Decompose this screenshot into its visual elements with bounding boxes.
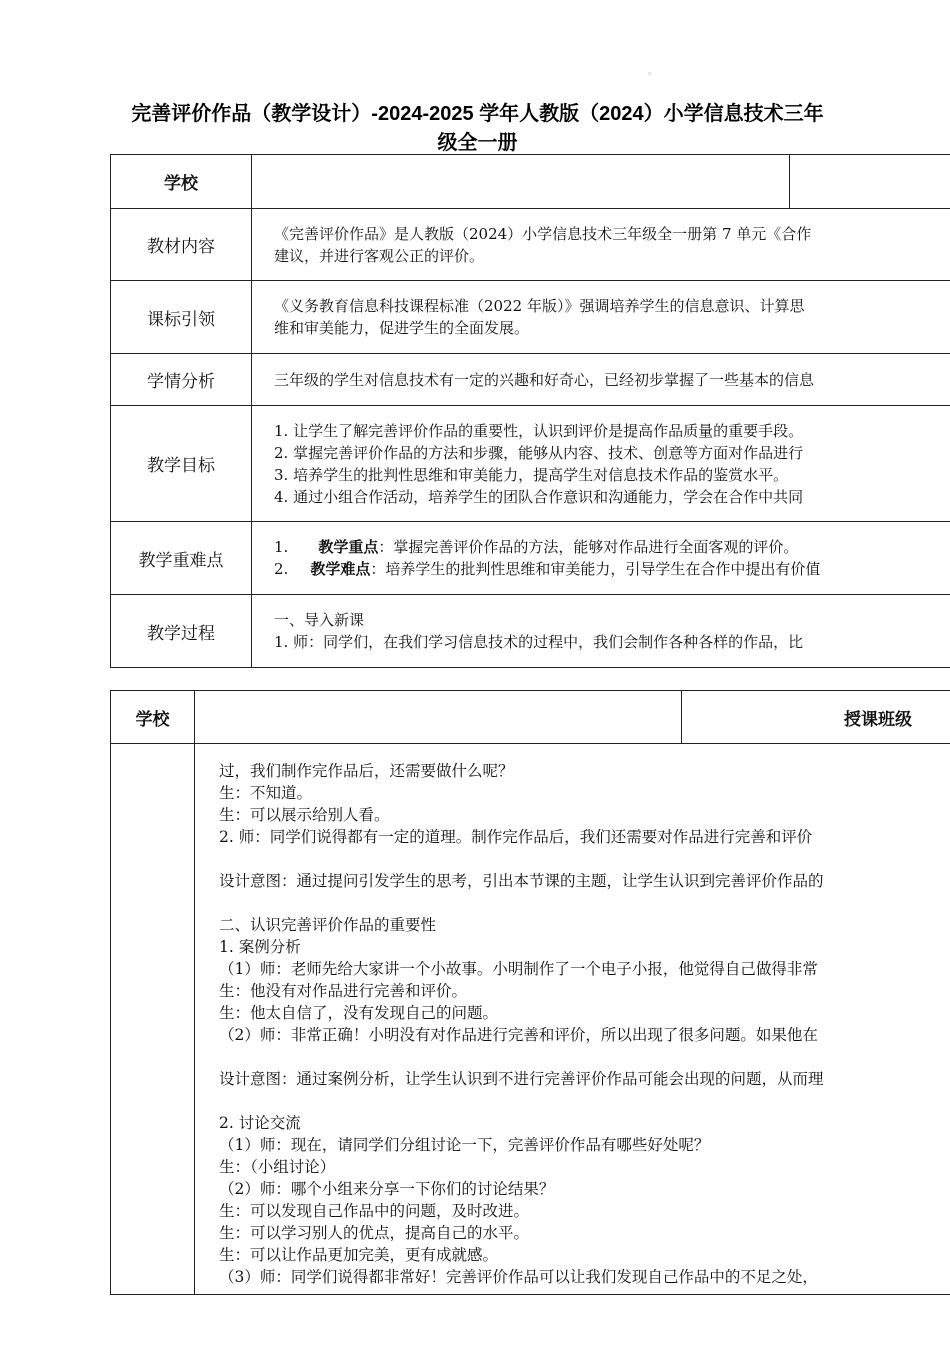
goals-list (274, 420, 950, 508)
text-line: 二、认识完善评价作品的重要性 (219, 916, 437, 934)
lesson-process-table (110, 690, 950, 1295)
text-line: 1. 师：同学们，在我们学习信息技术的过程中，我们会制作各种各样的作品，比 (274, 633, 804, 651)
class-cell (682, 691, 950, 744)
textbook-content (252, 209, 950, 281)
text-line: （3）师：同学们说得都非常好！完善评价作品可以让我们发现自己作品中的不足之处， (219, 1268, 818, 1286)
text-line: 一、导入新课 (274, 611, 365, 629)
text-line: 生：可以发现自己作品中的问题，及时改进。 (219, 1202, 530, 1220)
document-title (90, 100, 865, 158)
goal-item: 3. 培养学生的批判性思维和审美能力，提高学生对信息技术作品的鉴赏水平。 (274, 465, 789, 484)
text-span: 2. (274, 560, 289, 578)
text-line: 《完善评价作品》是人教版（2024）小学信息技术三年级全一册第 7 单元《合作 (274, 224, 812, 243)
process-continued-row (111, 744, 950, 1295)
text-line: 设计意图：通过案例分析，让学生认识到不进行完善评价作品可能会出现的问题，从而理 (219, 1070, 824, 1088)
analysis-content (252, 354, 950, 406)
text-line: （2）师：非常正确！小明没有对作品进行完善和评价，所以出现了很多问题。如果他在 (219, 1026, 818, 1044)
process-label: 教学过程 (111, 595, 252, 668)
text-line: （2）师：哪个小组来分享一下你们的讨论结果？ (219, 1180, 555, 1198)
goal-item: 2. 掌握完善评价作品的方法和步骤，能够从内容、技术、创意等方面对作品进行 (274, 443, 804, 462)
goals-row (111, 406, 950, 522)
header-mark: 。 (648, 67, 658, 77)
text-line: 生：可以展示给别人看。 (219, 806, 390, 824)
analysis-label: 学情分析 (111, 354, 252, 406)
key-point-item (274, 536, 950, 558)
title-line-2: 级全一册 (437, 132, 518, 154)
text-line (219, 892, 950, 914)
text-span: 教学重点 (318, 538, 379, 556)
school-value-2 (195, 691, 682, 744)
text-line: 2. 讨论交流 (219, 1114, 301, 1132)
text-line (219, 1046, 950, 1068)
text-line: 维和审美能力，促进学生的全面发展。 (274, 319, 530, 337)
school-label-2: 学校 (111, 691, 195, 744)
process-row (111, 595, 950, 668)
text-line: （1）师：现在，请同学们分组讨论一下，完善评价作品有哪些好处呢？ (219, 1136, 710, 1154)
standard-label: 课标引领 (111, 281, 252, 354)
text-line (219, 1090, 950, 1112)
text-line: 1. 案例分析 (219, 938, 301, 956)
process-continued-content (195, 744, 950, 1295)
process-label-empty (111, 744, 195, 1295)
text-line: 生：可以学习别人的优点，提高自己的水平。 (219, 1224, 530, 1242)
text-line: 生：他没有对作品进行完善和评价。 (219, 982, 468, 1000)
text-line: 2. 师：同学们说得都有一定的道理。制作完作品后，我们还需要对作品进行完善和评价 (219, 828, 813, 846)
school-row (111, 155, 950, 209)
standard-row (111, 281, 950, 354)
text-line: 生：不知道。 (219, 784, 313, 802)
text-line: 生：他太自信了，没有发现自己的问题。 (219, 1004, 499, 1022)
school-row-2 (111, 691, 950, 744)
text-line: 三年级的学生对信息技术有一定的兴趣和好奇心，已经初步掌握了一些基本的信息 (274, 370, 815, 389)
keypoints-row (111, 522, 950, 595)
keypoints-label: 教学重难点 (111, 522, 252, 595)
text-line (219, 848, 950, 870)
text-span: 教学难点 (310, 560, 371, 578)
analysis-row (111, 354, 950, 406)
goal-item: 1. 让学生了解完善评价作品的重要性，认识到评价是提高作品质量的重要手段。 (274, 421, 804, 440)
keypoints-content (252, 522, 950, 595)
text-line: 建议，并进行客观公正的评价。 (274, 246, 485, 265)
goal-item: 4. 通过小组合作活动，培养学生的团队合作意识和沟通能力，学会在合作中共同 (274, 487, 804, 506)
class-label: 授课班级 (844, 709, 912, 729)
standard-content (252, 281, 950, 354)
process-content (252, 595, 950, 668)
title-line-1: 完善评价作品（教学设计）-2024-2025 学年人教版（2024）小学信息技术三年 (131, 103, 824, 125)
lesson-info-table (110, 154, 950, 668)
text-line: 生：（小组讨论） (219, 1158, 336, 1176)
text-line: 过，我们制作完作品后，还需要做什么呢？ (219, 762, 514, 780)
goals-content (252, 406, 950, 522)
goals-label: 教学目标 (111, 406, 252, 522)
text-line: 生：可以让作品更加完美，更有成就感。 (219, 1246, 499, 1264)
text-span: ：掌握完善评价作品的方法，能够对作品进行全面客观的评价。 (378, 538, 799, 556)
school-value (252, 155, 790, 209)
school-extra (790, 155, 950, 209)
text-line: 《义务教育信息科技课程标准（2022 年版）》强调培养学生的信息意识、计算思 (274, 297, 805, 315)
text-line: 设计意图：通过提问引发学生的思考，引出本节课的主题，让学生认识到完善评价作品的 (219, 872, 824, 890)
difficult-point-item (274, 558, 950, 580)
textbook-row (111, 209, 950, 281)
textbook-label: 教材内容 (111, 209, 252, 281)
text-line: （1）师：老师先给大家讲一个小故事。小明制作了一个电子小报，他觉得自己做得非常 (219, 960, 818, 978)
text-span: ：培养学生的批判性思维和审美能力，引导学生在合作中提出有价值 (370, 560, 821, 578)
text-span: 1. (274, 538, 289, 556)
school-label: 学校 (111, 155, 252, 209)
